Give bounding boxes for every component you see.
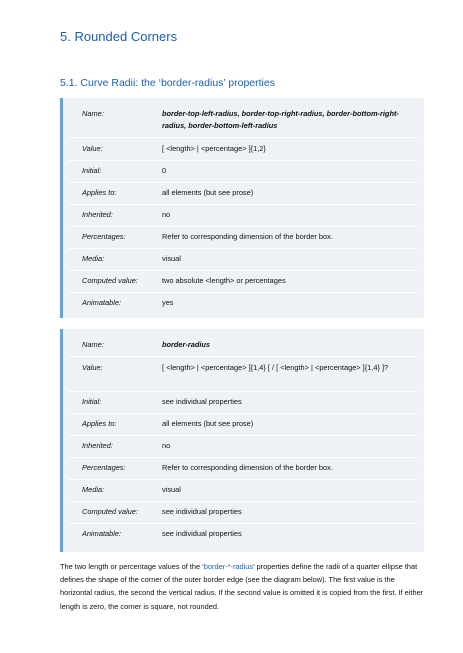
row-label: Inherited:: [82, 210, 113, 219]
row-label: Computed value:: [82, 276, 138, 285]
row-label: Computed value:: [82, 507, 138, 516]
prose-text-before: The two length or percentage values of the ‘: [60, 562, 204, 571]
row-label: Value:: [82, 144, 103, 153]
row-label: Name:: [82, 109, 104, 118]
row-value: 0: [162, 166, 167, 175]
row-label: Applies to:: [82, 419, 117, 428]
row-value: Refer to corresponding dimension of the border box.: [162, 463, 333, 472]
prose-text-after: ’ properties define the radii of a quarter ellipse that defines the shape of the corner of the outer border edge (see the diagram below). The first value is the horizontal radius, the second the vertical radius. If the second value is omitted it is copied from the first. If either length is zero, the corner is square, not rounded.: [60, 562, 424, 611]
row-divider: [69, 413, 418, 414]
row-value: visual: [162, 254, 181, 263]
row-divider: [69, 435, 418, 436]
row-label: Initial:: [82, 397, 102, 406]
row-label: Percentages:: [82, 463, 126, 472]
row-label: Animatable:: [82, 529, 122, 538]
row-value: [ <length> | <percentage> ]{1,2}: [162, 144, 266, 153]
row-value: two absolute <length> or percentages: [162, 276, 286, 285]
row-label: Media:: [82, 485, 105, 494]
row-label: Value:: [82, 363, 103, 372]
row-label: Inherited:: [82, 441, 113, 450]
row-value: no: [162, 210, 171, 219]
row-divider: [69, 248, 418, 249]
section-subtitle: 5.1. Curve Radii: the ‘border-radius’ properties: [60, 77, 275, 89]
row-divider: [69, 160, 418, 161]
row-divider: [69, 182, 418, 183]
row-value: Refer to corresponding dimension of the border box.: [162, 232, 333, 241]
row-value: see individual properties: [162, 529, 242, 538]
row-divider: [69, 391, 418, 392]
row-value: see individual properties: [162, 397, 242, 406]
border-radius-link[interactable]: border-*-radius: [203, 562, 254, 571]
row-label: Name:: [82, 340, 104, 349]
row-value: border-radius: [162, 340, 211, 349]
row-value: all elements (but see prose): [162, 419, 254, 428]
row-value: no: [162, 441, 171, 450]
property-table-border-radius: [60, 329, 424, 552]
row-value: all elements (but see prose): [162, 188, 254, 197]
row-value: [ <length> | <percentage> ]{1,4} [ / [ <length> | <percentage> ]{1,4} ]?: [162, 363, 389, 372]
row-divider: [69, 479, 418, 480]
row-label: Percentages:: [82, 232, 126, 241]
row-divider: [69, 204, 418, 205]
property-table-corner-radii: [60, 98, 424, 318]
row-label: Initial:: [82, 166, 102, 175]
row-divider: [69, 292, 418, 293]
row-divider: [69, 501, 418, 502]
row-value: yes: [162, 298, 174, 307]
row-value: see individual properties: [162, 507, 242, 516]
row-value: border-top-left-radius, border-top-right-radius, border-bottom-right-radius, border-bottom-left-radius: [162, 109, 399, 130]
prose-paragraph: [60, 560, 424, 613]
row-label: Applies to:: [82, 188, 117, 197]
row-divider: [69, 457, 418, 458]
row-divider: [69, 137, 418, 138]
row-divider: [69, 523, 418, 524]
row-divider: [69, 226, 418, 227]
row-value: visual: [162, 485, 181, 494]
row-divider: [69, 356, 418, 357]
section-title: 5. Rounded Corners: [60, 29, 178, 44]
row-label: Animatable:: [82, 298, 122, 307]
row-divider: [69, 270, 418, 271]
row-label: Media:: [82, 254, 105, 263]
